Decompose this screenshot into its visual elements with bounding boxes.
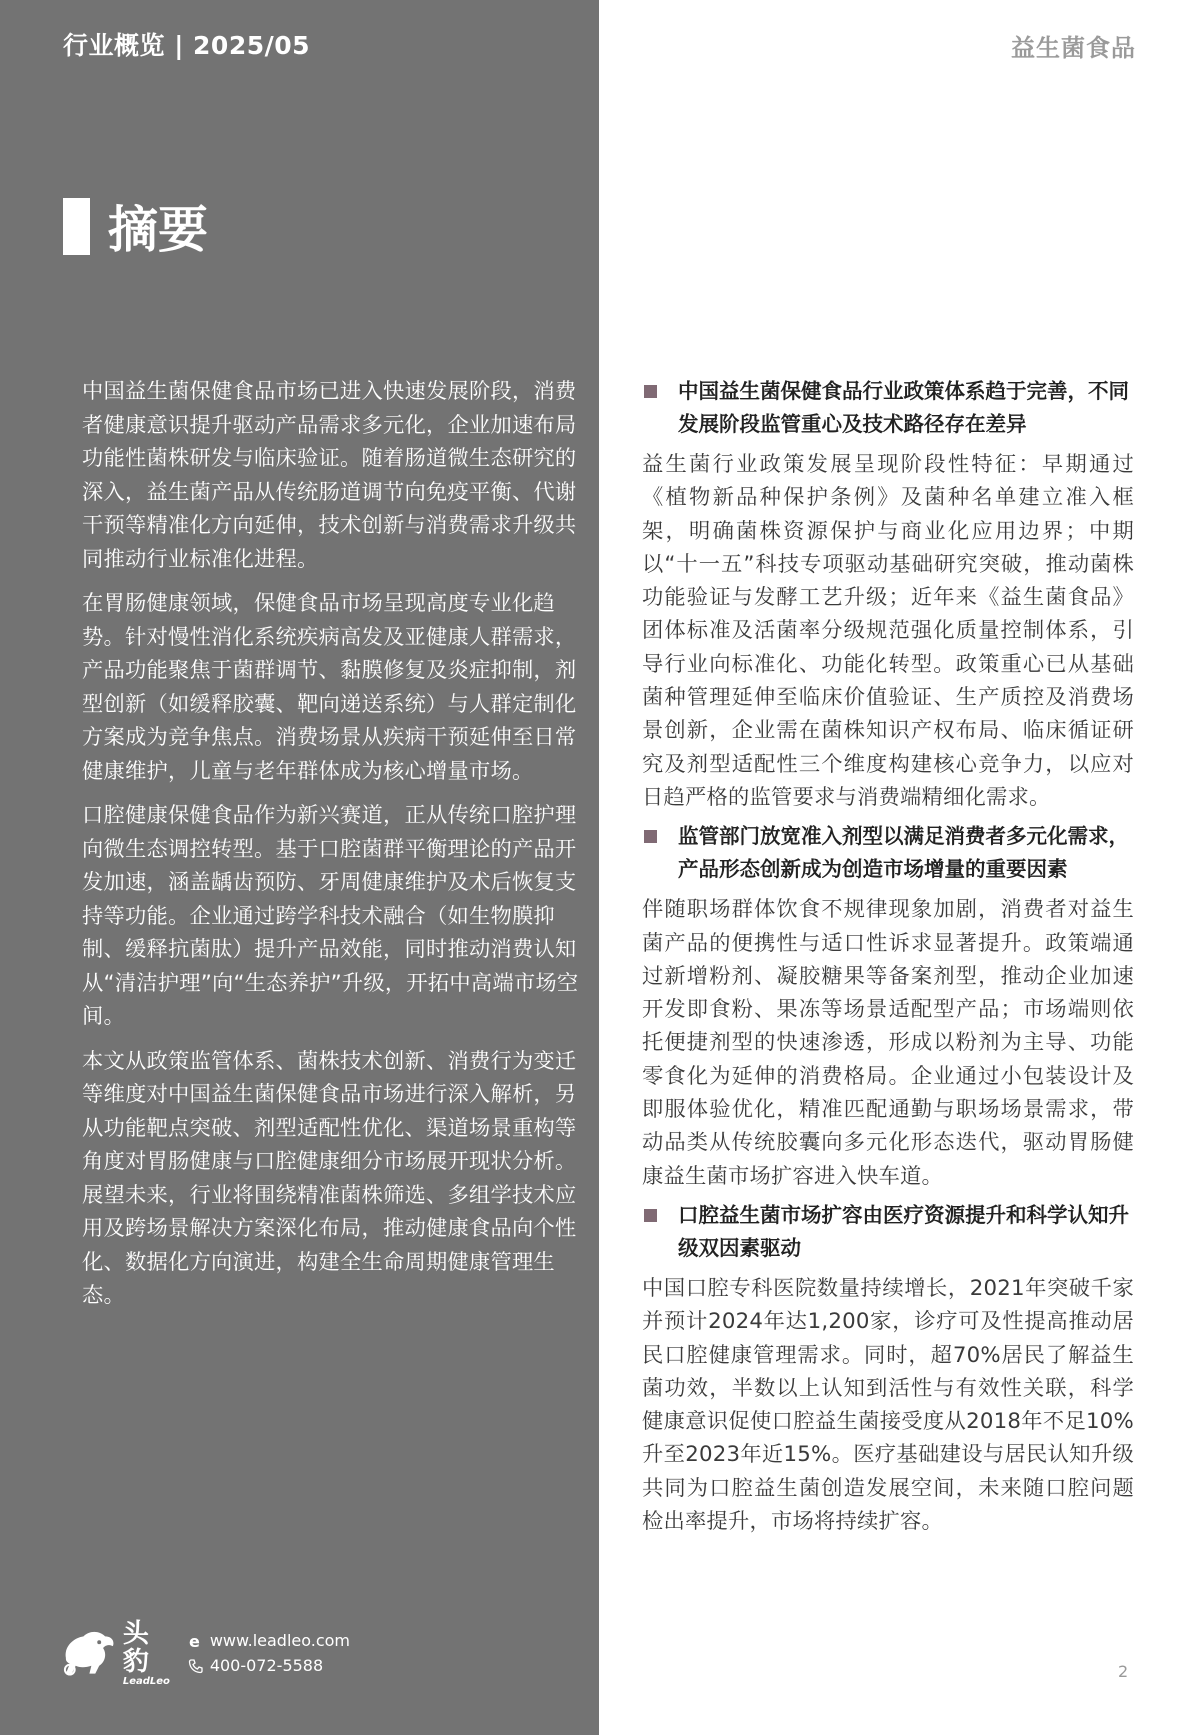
website-row[interactable] <box>188 1628 350 1653</box>
phone-icon <box>188 1658 204 1674</box>
section-heading <box>642 375 1134 441</box>
logo-cn: 头豹 <box>122 1618 149 1677</box>
section-heading <box>642 820 1134 886</box>
logo-en: LeadLeo <box>122 1675 170 1687</box>
summary-paragraph: 本文从政策监管体系、菌株技术创新、消费行为变迁等维度对中国益生菌保健食品市场进行深入解析，另从功能靶点突破、剂型适配性优化、渠道场景重构等角度对胃肠健康与口腔健康细分市场展开现状分析。展望未来，行业将围绕精准菌株筛选、多组学技术应用及跨场景解决方案深化布局，推动健康食品向个性化、数据化方向演进，构建全生命周期健康管理生态。 <box>82 1048 577 1308</box>
report-type-date: 行业概览 | 2025/05 <box>63 31 311 60</box>
section-heading-text: 口腔益生菌市场扩容由医疗资源提升和科学认知升级双因素驱动 <box>678 1202 1129 1260</box>
contact-info <box>188 1628 350 1678</box>
section-body: 益生菌行业政策发展呈现阶段性特征：早期通过《植物新品种保护条例》及菌种名单建立准入框架，明确菌株资源保护与商业化应用边界；中期以“十一五”科技专项驱动基础研究突破，推动菌株功能验证与发酵工艺升级；近年来《益生菌食品》团体标准及活菌率分级规范强化质量控制体系，引导行业向标准化、功能化转型。政策重心已从基础菌种管理延伸至临床价值验证、生产质控及消费场景创新，企业需在菌株知识产权布局、临床循证研究及剂型适配性三个维度构建核心竞争力，以应对日趋严格的监管要求与消费端精细化需求。 <box>642 452 1134 810</box>
summary-paragraph: 口腔健康保健食品作为新兴赛道，正从传统口腔护理向微生态调控转型。基于口腔菌群平衡理论的产品开发加速，涵盖龋齿预防、牙周健康维护及术后恢复支持等功能。企业通过跨学科技术融合（如生物膜抑制、缓释抗菌肽）提升产品效能，同时推动消费认知从“清洁护理”向“生态养护”升级，开拓中高端市场空间。 <box>82 803 579 1029</box>
logo-text <box>123 1620 174 1687</box>
section-heading-text: 中国益生菌保健食品行业政策体系趋于完善，不同发展阶段监管重心及技术路径存在差异 <box>678 379 1129 436</box>
square-bullet-icon <box>644 385 657 398</box>
section-heading-text: 监管部门放宽准入剂型以满足消费者多元化需求，产品形态创新成为创造市场增量的重要因素 <box>678 824 1129 882</box>
section-heading <box>642 1199 1134 1265</box>
phone-number: 400-072-5588 <box>209 1656 324 1675</box>
summary-paragraph: 中国益生菌保健食品市场已进入快速发展阶段，消费者健康意识提升驱动产品需求多元化，企业加速布局功能性菌株研发与临床验证。随着肠道微生态研究的深入，益生菌产品从传统肠道调节向免疫平衡、代谢干预等精准化方向延伸，技术创新与消费需求升级共同推动行业标准化进程。 <box>82 379 577 572</box>
web-icon <box>188 1633 204 1649</box>
page-number: 2 <box>1118 1662 1129 1681</box>
section-body: 伴随职场群体饮食不规律现象加剧，消费者对益生菌产品的便携性与适口性诉求显著提升。政策端通过新增粉剂、凝胶糖果等备案剂型，推动企业加速开发即食粉、果冻等场景适配型产品；市场端则依托便捷剂型的快速渗透，形成以粉剂为主导、功能零食化为延伸的消费格局。企业通过小包装设计及即服体验优化，精准匹配通勤与职场场景需求，带动品类从传统胶囊向多元化形态迭代，驱动胃肠健康益生菌市场扩容进入快车道。 <box>642 897 1134 1189</box>
summary-title: 摘要 <box>108 201 208 259</box>
summary-body <box>82 375 582 1324</box>
square-bullet-icon <box>644 830 657 843</box>
key-findings <box>642 375 1134 1544</box>
leopard-logo-icon <box>60 1628 117 1678</box>
heading-bar <box>63 198 90 255</box>
footer-brand <box>60 1618 350 1687</box>
website-link[interactable]: www.leadleo.com <box>209 1631 350 1650</box>
square-bullet-icon <box>644 1209 657 1222</box>
phone-row <box>188 1653 350 1678</box>
summary-heading <box>63 195 208 257</box>
report-topic: 益生菌食品 <box>1011 34 1136 62</box>
section-body: 中国口腔专科医院数量持续增长，2021年突破千家并预计2024年达1,200家，诊疗可及性提高推动居民口腔健康管理需求。同时，超70%居民了解益生菌功效，半数以上认知到活性与有效性关联，科学健康意识促使口腔益生菌接受度从2018年不足10%升至2023年近15%。医疗基础建设与居民认知升级共同为口腔益生菌创造发展空间，未来随口腔问题检出率提升，市场将持续扩容。 <box>642 1275 1134 1535</box>
summary-paragraph: 在胃肠健康领域，保健食品市场呈现高度专业化趋势。针对慢性消化系统疾病高发及亚健康人群需求，产品功能聚焦于菌群调节、黏膜修复及炎症抑制，剂型创新（如缓释胶囊、靶向递送系统）与人群定制化方案成为竞争焦点。消费场景从疾病干预延伸至日常健康维护，儿童与老年群体成为核心增量市场。 <box>82 591 577 784</box>
svg-text:e: e <box>188 1632 200 1649</box>
